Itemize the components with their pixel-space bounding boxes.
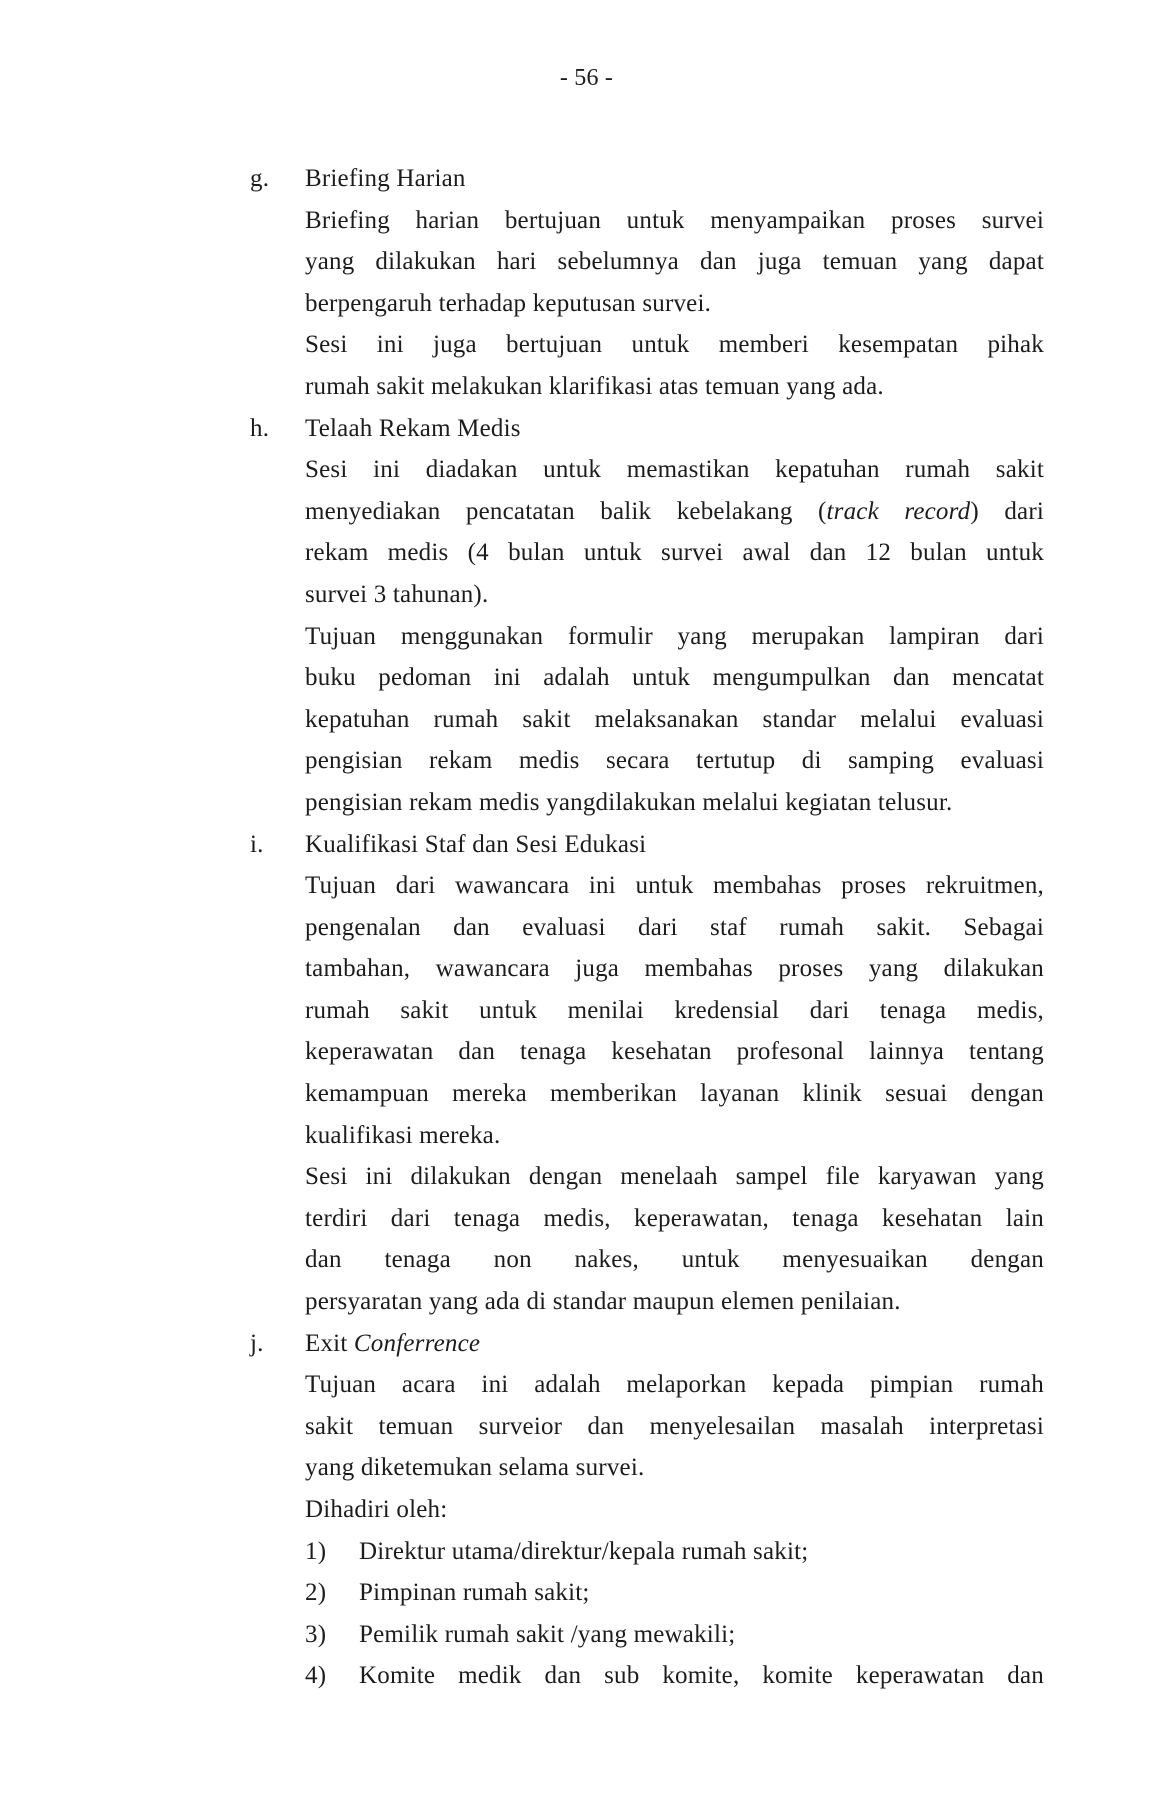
- numbered-item-label: 2): [305, 1579, 327, 1607]
- numbered-item-text: Pemilik rumah sakit /yang mewakili;: [359, 1620, 736, 1648]
- indent-spacer: [250, 1073, 305, 1115]
- item-title: Kualifikasi Staf dan Sesi Edukasi: [305, 830, 647, 858]
- indent-spacer: [250, 740, 305, 782]
- body-text: yang diketemukan selama survei.: [305, 1454, 645, 1482]
- body-text: berpengaruh terhadap keputusan survei.: [305, 289, 712, 317]
- indent-spacer: [250, 241, 305, 283]
- italic-term: track record: [826, 497, 971, 525]
- item-title: [305, 1323, 1044, 1365]
- numbered-item-label: 4): [305, 1662, 327, 1690]
- doc-line: [0, 449, 1173, 491]
- body-text: pengenalan dan evaluasi dari staf rumah sakit. Sebagai: [305, 913, 1044, 941]
- doc-line: [0, 699, 1173, 741]
- item-title: Telaah Rekam Medis: [305, 414, 521, 442]
- indent-spacer: [250, 1364, 305, 1406]
- page-body: [0, 158, 1173, 1697]
- doc-line: [0, 1489, 1173, 1531]
- numbered-item: [305, 1572, 1044, 1614]
- doc-line: [0, 1031, 1173, 1073]
- doc-line: [0, 1364, 1173, 1406]
- item-title-segment: Exit: [305, 1329, 354, 1357]
- indent-spacer: [250, 657, 305, 699]
- body-text: Tujuan menggunakan formulir yang merupakan lampiran dari: [305, 622, 1044, 650]
- indent-spacer: [250, 1655, 305, 1697]
- doc-line: [0, 200, 1173, 242]
- indent-spacer: [250, 1447, 305, 1489]
- body-text: Sesi ini dilakukan dengan menelaah sampel file karyawan yang: [305, 1163, 1044, 1191]
- indent-spacer: [250, 1031, 305, 1073]
- numbered-item-text: Pimpinan rumah sakit;: [359, 1579, 590, 1607]
- body-text-segment: ) dari: [970, 497, 1044, 525]
- numbered-item: [305, 1531, 1044, 1573]
- body-text: rumah sakit melakukan klarifikasi atas temuan yang ada.: [305, 372, 884, 400]
- doc-line: [0, 1115, 1173, 1157]
- italic-term: Conferrence: [353, 1329, 481, 1357]
- indent-spacer: [250, 366, 305, 408]
- indent-spacer: [250, 491, 305, 533]
- item-label: g.: [250, 165, 270, 192]
- indent-spacer: [250, 574, 305, 616]
- indent-spacer: [250, 1572, 305, 1614]
- body-text: sakit temuan surveior dan menyelesailan masalah interpretasi: [305, 1412, 1044, 1440]
- doc-line: [0, 1156, 1173, 1198]
- doc-line: [0, 1281, 1173, 1323]
- indent-spacer: [250, 1406, 305, 1448]
- doc-line: [0, 865, 1173, 907]
- indent-spacer: [250, 990, 305, 1032]
- indent-spacer: [250, 1489, 305, 1531]
- body-text: pengisian rekam medis yangdilakukan melalui kegiatan telusur.: [305, 788, 953, 816]
- indent-spacer: [250, 532, 305, 574]
- indent-spacer: [250, 283, 305, 325]
- numbered-item: [305, 1614, 1044, 1656]
- doc-line: [0, 366, 1173, 408]
- doc-line: [0, 408, 1173, 450]
- doc-line: [0, 574, 1173, 616]
- body-text: persyaratan yang ada di standar maupun elemen penilaian.: [305, 1288, 901, 1316]
- doc-line: [0, 1073, 1173, 1115]
- body-text: kepatuhan rumah sakit melaksanakan standar melalui evaluasi: [305, 705, 1044, 733]
- indent-spacer: [250, 907, 305, 949]
- body-text: kemampuan mereka memberikan layanan klinik sesuai dengan: [305, 1080, 1044, 1108]
- indent-spacer: [250, 865, 305, 907]
- body-text: Briefing harian bertujuan untuk menyampaikan proses survei: [305, 206, 1044, 234]
- doc-line: [0, 1198, 1173, 1240]
- body-text: dan tenaga non nakes, untuk menyesuaikan dengan: [305, 1246, 1044, 1274]
- doc-line: [0, 1406, 1173, 1448]
- doc-line: [0, 241, 1173, 283]
- item-title: Briefing Harian: [305, 165, 466, 192]
- indent-spacer: [250, 1115, 305, 1157]
- body-text-segment: menyediakan pencatatan balik kebelakang (: [305, 497, 827, 525]
- doc-line: [0, 907, 1173, 949]
- numbered-item-label: 1): [305, 1537, 327, 1565]
- indent-spacer: [250, 1281, 305, 1323]
- body-text: Dihadiri oleh:: [305, 1496, 448, 1523]
- doc-line: [0, 616, 1173, 658]
- indent-spacer: [250, 1239, 305, 1281]
- doc-line: [0, 324, 1173, 366]
- body-text: Sesi ini juga bertujuan untuk memberi kesempatan pihak: [305, 331, 1044, 359]
- body-text: [305, 491, 1044, 533]
- body-text: pengisian rekam medis secara tertutup di samping evaluasi: [305, 747, 1044, 775]
- doc-line: [0, 740, 1173, 782]
- doc-line: [0, 782, 1173, 824]
- page-number: - 56 -: [559, 65, 614, 91]
- indent-spacer: [250, 324, 305, 366]
- body-text: Sesi ini diadakan untuk memastikan kepatuhan rumah sakit: [305, 456, 1044, 484]
- body-text: Tujuan acara ini adalah melaporkan kepada pimpian rumah: [305, 1371, 1044, 1399]
- body-text: terdiri dari tenaga medis, keperawatan, tenaga kesehatan lain: [305, 1204, 1044, 1232]
- doc-line: [0, 1572, 1173, 1614]
- doc-line: [0, 1614, 1173, 1656]
- body-text: survei 3 tahunan).: [305, 580, 489, 608]
- doc-line: [0, 532, 1173, 574]
- indent-spacer: [250, 616, 305, 658]
- body-text: kualifikasi mereka.: [305, 1121, 501, 1149]
- indent-spacer: [250, 1156, 305, 1198]
- item-label: i.: [250, 830, 264, 858]
- doc-line: [0, 1447, 1173, 1489]
- doc-line: [0, 990, 1173, 1032]
- doc-line: [0, 491, 1173, 533]
- indent-spacer: [250, 948, 305, 990]
- doc-line: [0, 1239, 1173, 1281]
- body-text: Tujuan dari wawancara ini untuk membahas proses rekruitmen,: [305, 872, 1044, 900]
- doc-line: [0, 948, 1173, 990]
- item-label: h.: [250, 414, 270, 442]
- doc-line: [0, 1323, 1173, 1365]
- numbered-item-text: Komite medik dan sub komite, komite keperawatan dan: [359, 1662, 1044, 1690]
- indent-spacer: [250, 1198, 305, 1240]
- body-text: tambahan, wawancara juga membahas proses yang dilakukan: [305, 955, 1044, 983]
- body-text: buku pedoman ini adalah untuk mengumpulkan dan mencatat: [305, 664, 1044, 692]
- indent-spacer: [250, 200, 305, 242]
- body-text: rumah sakit untuk menilai kredensial dari tenaga medis,: [305, 996, 1044, 1024]
- doc-line: [0, 824, 1173, 866]
- indent-spacer: [250, 1531, 305, 1573]
- indent-spacer: [250, 1614, 305, 1656]
- doc-line: [0, 158, 1173, 200]
- indent-spacer: [250, 699, 305, 741]
- doc-line: [0, 283, 1173, 325]
- numbered-item-text: Direktur utama/direktur/kepala rumah sakit;: [359, 1537, 809, 1565]
- item-label: j.: [250, 1329, 264, 1357]
- body-text: yang dilakukan hari sebelumnya dan juga temuan yang dapat: [305, 248, 1044, 276]
- doc-line: [0, 1531, 1173, 1573]
- numbered-item-label: 3): [305, 1620, 327, 1648]
- body-text: keperawatan dan tenaga kesehatan profesonal lainnya tentang: [305, 1038, 1044, 1066]
- body-text: rekam medis (4 bulan untuk survei awal dan 12 bulan untuk: [305, 539, 1044, 567]
- numbered-item: [305, 1655, 1044, 1697]
- indent-spacer: [250, 782, 305, 824]
- indent-spacer: [250, 449, 305, 491]
- doc-line: [0, 1655, 1173, 1697]
- doc-line: [0, 657, 1173, 699]
